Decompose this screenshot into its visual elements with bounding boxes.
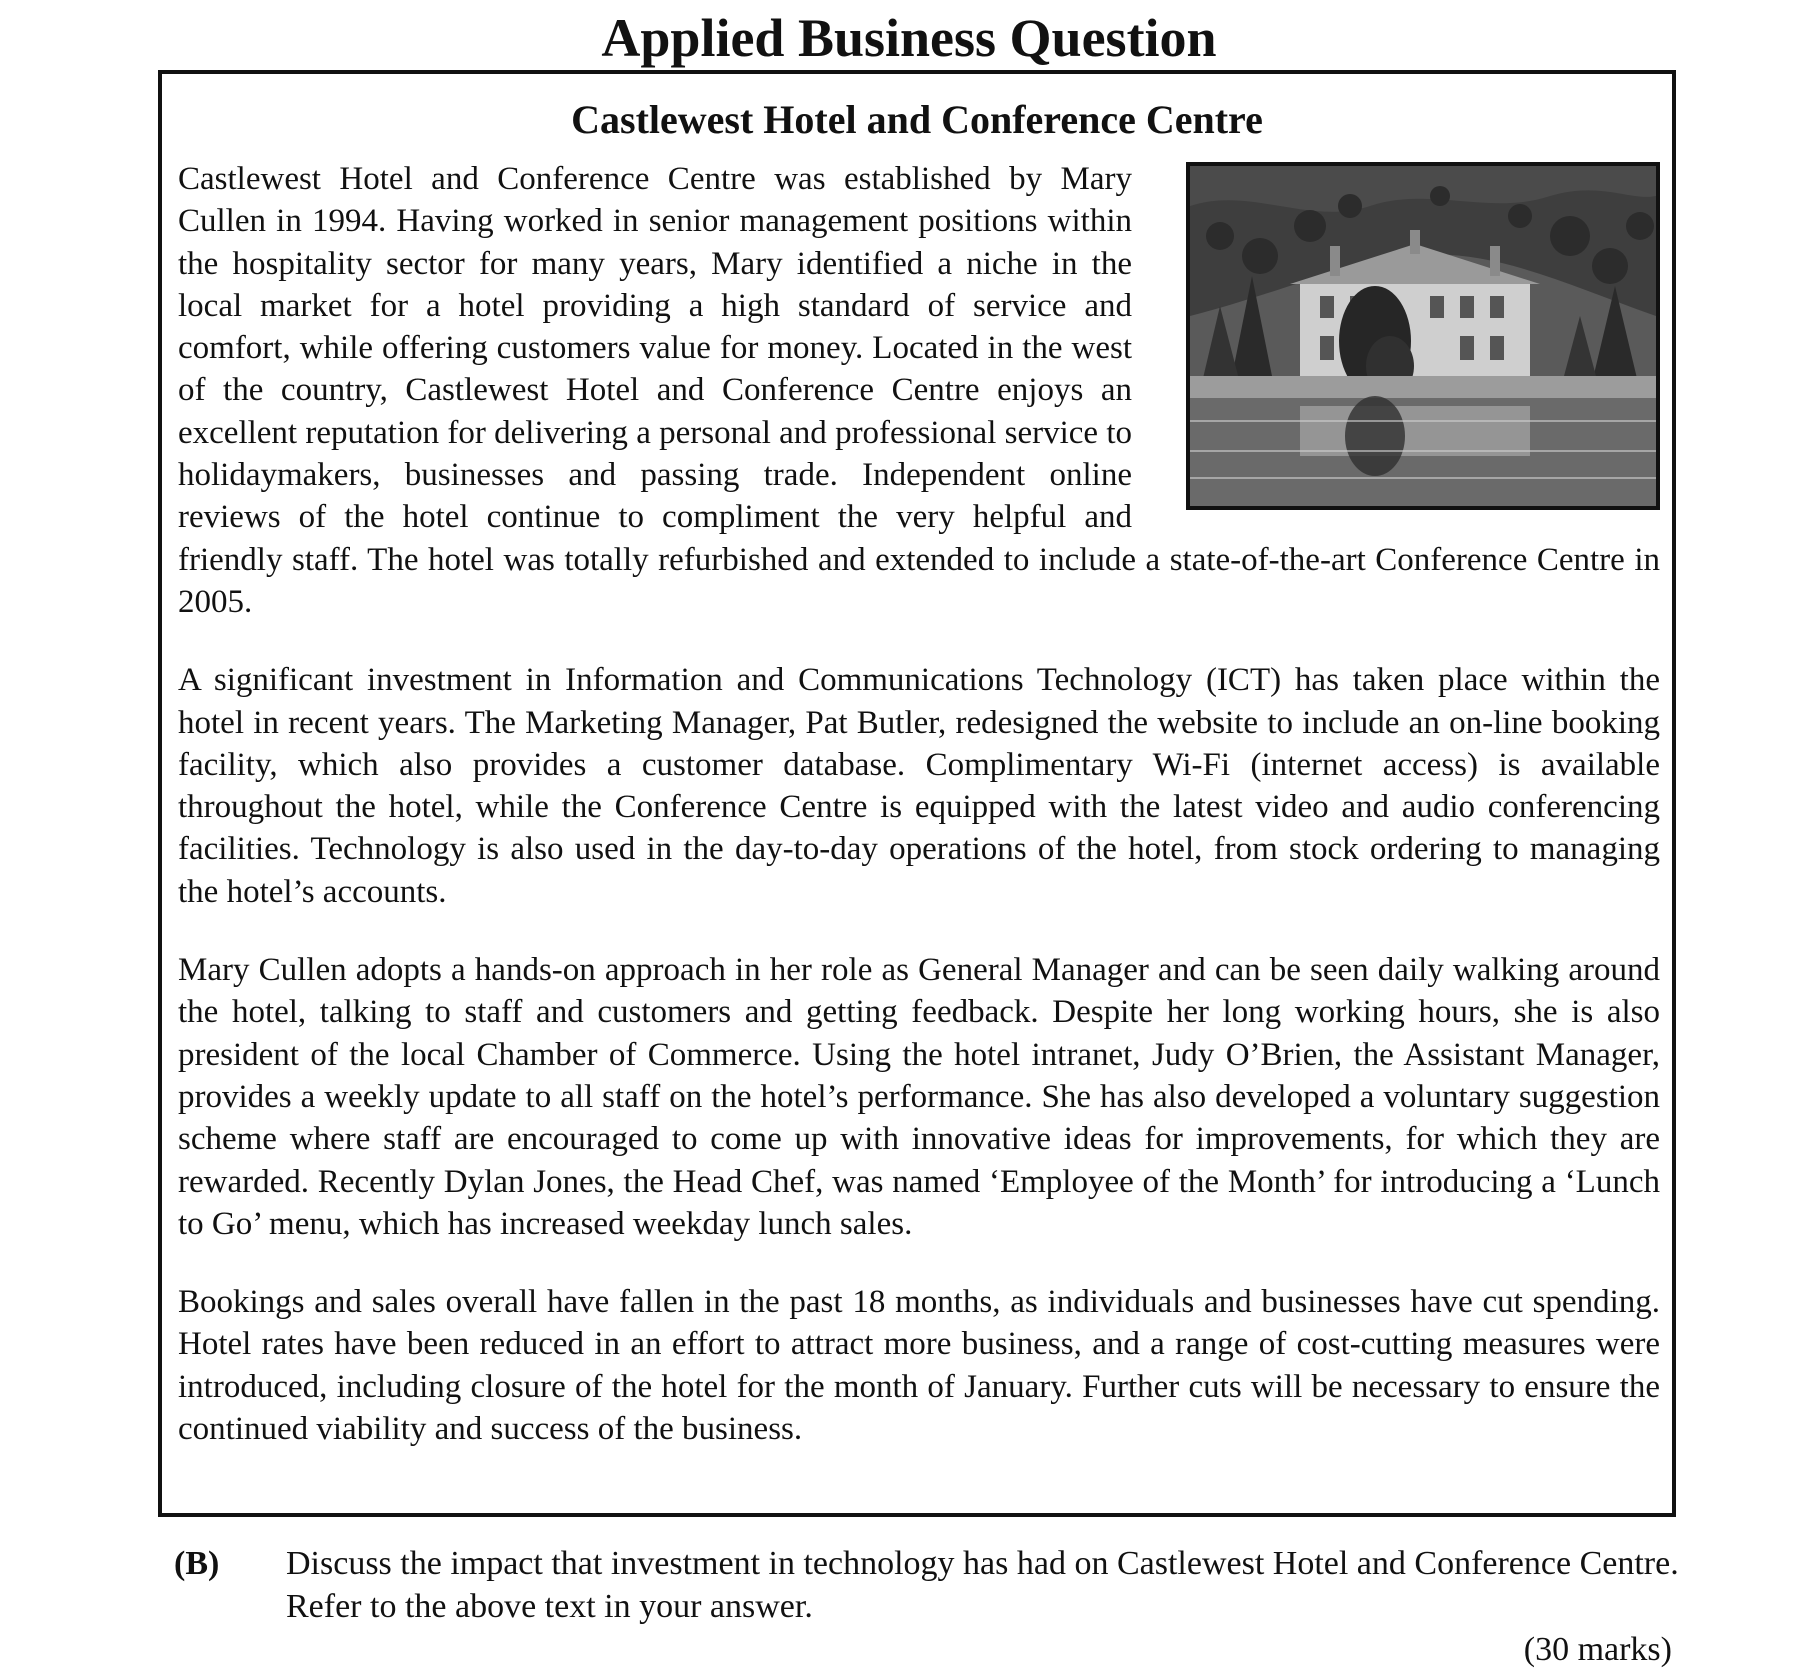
case-paragraph-3: Mary Cullen adopts a hands-on approach in her role as General Manager and can be seen daily walking around the hotel, talking to staff and customers and getting feedback. Despite her long working hours, she is also president of the local Chamber of Commerce. Using the hotel intranet, Judy O’Brien, the Assistant Manager, provides a weekly update to all staff on the hotel’s performance. She has also developed a voluntary suggestion scheme where staff are encouraged to come up with innovative ideas for improvements, for which they are rewarded. Recently Dylan Jones, the Head Chef, was named ‘Employee of the Month’ for introducing a ‘Lunch to Go’ menu, which has increased weekday lunch sales. (178, 952, 1660, 1242)
question-marks: (30 marks) (1523, 1631, 1672, 1668)
question-label: (B) (174, 1545, 220, 1582)
question-text: Discuss the impact that investment in technology has had on Castlewest Hotel and Conference Centre. Refer to the above text in your answer. (286, 1545, 1679, 1625)
case-paragraph-2: A significant investment in Information and Communications Technology (ICT) has taken place within the hotel in recent years. The Marketing Manager, Pat Butler, redesigned the website to include an on-line booking facility, which also provides a customer database. Complimentary Wi-Fi (internet access) is available throughout the hotel, while the Conference Centre is equipped with the latest video and audio conferencing facilities. Technology is also used in the day-to-day operations of the hotel, from stock ordering to managing the hotel’s accounts. (178, 662, 1660, 910)
case-study-box (158, 70, 1676, 1517)
case-study-body (178, 158, 1660, 1450)
case-study-title: Castlewest Hotel and Conference Centre (571, 97, 1263, 142)
page-heading: Applied Business Question (601, 8, 1217, 68)
hotel-photo (1186, 162, 1660, 510)
case-paragraph-4: Bookings and sales overall have fallen in the past 18 months, as individuals and businesses have cut spending. Hotel rates have been reduced in an effort to attract more business, and a range of cost-cutting measures were introduced, including closure of the hotel for the month of January. Further cuts will be necessary to ensure the continued viability and success of the business. (178, 1284, 1660, 1448)
case-paragraph-1: Castlewest Hotel and Conference Centre was established by Mary Cullen in 1994. Having worked in senior management positions within the hospitality sector for many years, Mary identified a niche in the local market for a hotel providing a high standard of service and comfort, while offering customers value for money. Located in the west of the country, Castlewest Hotel and Conference Centre enjoys an excellent reputation for delivering a personal and professional service to holidaymakers, businesses and passing trade. Independent online reviews of the hotel continue to compliment the very helpful and friendly staff. The hotel was totally refurbished and extended to include a state-of-the-art Conference Centre in 2005. (178, 161, 1660, 620)
